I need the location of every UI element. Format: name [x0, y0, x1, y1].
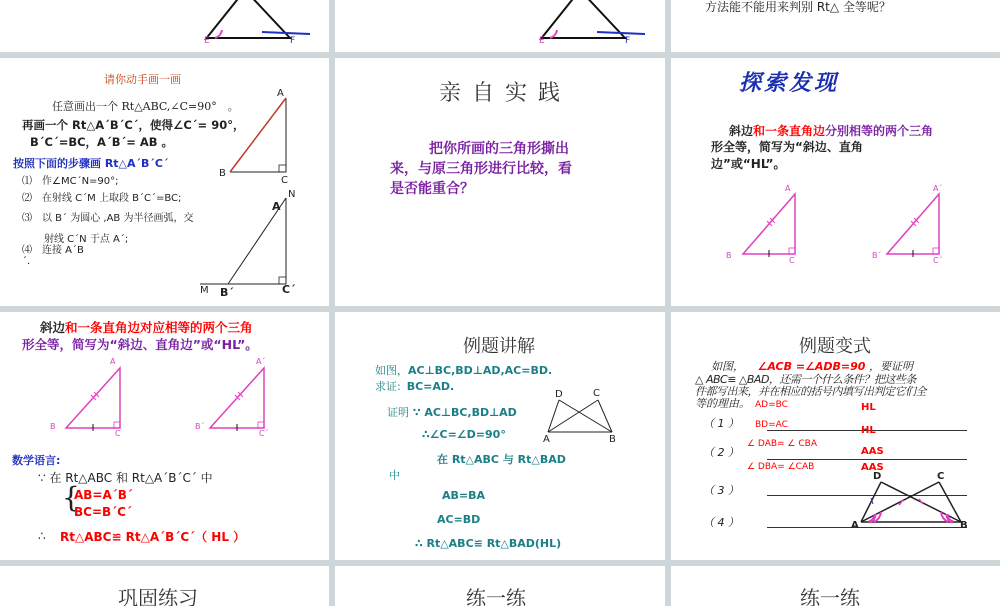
proof-line: AB=BA — [442, 489, 486, 502]
body-line: 是否能重合？ — [390, 181, 474, 197]
slide-1[interactable] — [0, 0, 329, 52]
body-line: 把你所画的三角形撕出 — [429, 141, 569, 157]
slide-8[interactable] — [335, 312, 665, 560]
slide-9[interactable] — [671, 312, 1000, 560]
question-part: 如图， — [711, 360, 744, 373]
label-c: C — [593, 388, 600, 399]
text-part: 斜边 — [729, 124, 754, 138]
proof-line: 在 Rt△ABC 与 Rt△BAD — [437, 453, 566, 466]
text-part: ”。 — [765, 157, 786, 171]
label-c-prime: C´ — [259, 429, 269, 438]
therefore-sign: ∴ — [38, 529, 46, 543]
slide-4[interactable] — [0, 58, 329, 306]
label-f: F — [290, 36, 296, 46]
question-text: 方法能不能用来判别 Rt△ 全等呢？ — [705, 0, 891, 14]
slide-title: 例题变式 — [799, 336, 871, 357]
text-line: 形全等，简写为“斜边、直角 — [711, 140, 863, 154]
reason: HL — [861, 425, 876, 436]
text-part: 斜边 — [40, 320, 66, 335]
step: ⑵ 在射线 C´M 上取段 B´C´=BC; — [22, 193, 182, 204]
answer: ∠ DAB= ∠ CBA — [747, 439, 817, 449]
proof-label: 证明 — [387, 406, 409, 419]
given-text: AC⊥BC,BD⊥AD,AC=BD. — [408, 364, 553, 377]
label-a-prime: A — [272, 200, 281, 213]
step: ⑶ 以 B´ 为圆心 ,AB 为半径画弧，交 — [22, 213, 194, 224]
label-b: B — [960, 520, 968, 531]
prove-text: BC=AD. — [406, 380, 455, 393]
row-number: （ 3 ） — [703, 484, 739, 497]
question-line: 等的理由。 — [695, 397, 750, 410]
label-c: C — [937, 471, 945, 482]
label-e: E — [204, 36, 210, 46]
slide-title: 巩固练习 — [118, 586, 198, 606]
slide-title: 亲 自 实 践 — [439, 81, 562, 106]
text-part: 边”或“ — [711, 157, 751, 171]
answer: AD=BC — [755, 400, 788, 410]
label-b: B — [50, 422, 56, 431]
label-c-prime: C´ — [282, 283, 296, 296]
slide-6[interactable] — [671, 58, 1000, 306]
label-a: A — [785, 184, 791, 193]
text-part: ”。 — [237, 337, 258, 352]
question-line: △ ABC≌ △BAD，还需一个什么条件？把这些条 — [695, 373, 916, 386]
label-b-prime: B´ — [872, 251, 882, 260]
label-d: D — [873, 471, 882, 482]
step: ´. — [22, 256, 31, 267]
answer: ∠ DBA= ∠CAB — [747, 462, 815, 472]
slide-11[interactable] — [335, 566, 665, 606]
text-part: 和一条直角边 — [753, 124, 826, 138]
slide-title: 练一练 — [466, 586, 526, 606]
row-number: （ 4 ） — [703, 516, 739, 529]
reason: HL — [861, 402, 876, 413]
body-line: 来，与原三角形进行比较，看 — [390, 161, 572, 177]
slide-3[interactable] — [671, 0, 1000, 52]
steps-title: 按照下面的步骤画 Rt△A´B´C´ — [13, 157, 169, 170]
reason: AAS — [861, 462, 884, 473]
slide-title: 请你动手画一画 — [104, 73, 181, 86]
equation: BC=B´C´ — [74, 505, 132, 519]
label-b: B — [726, 251, 732, 260]
slide-title: 例题讲解 — [463, 336, 535, 357]
label-b-prime: B´ — [195, 422, 205, 431]
text-part: 和一条直角边 — [65, 320, 141, 335]
label-d: D — [555, 389, 563, 400]
slide-title: 练一练 — [800, 586, 860, 606]
label-b: B — [609, 434, 616, 445]
label-m: M — [200, 285, 209, 296]
triangles-figure — [671, 58, 1000, 306]
label-a: A — [543, 434, 550, 445]
math-language-title: 数学语言: — [12, 454, 61, 467]
slide-title: 探索发现 — [739, 70, 840, 96]
reason: AAS — [861, 446, 884, 457]
proof-line: ∴∠C=∠D=90° — [422, 428, 506, 441]
triangles-figure — [0, 312, 329, 560]
variant-figure — [671, 312, 1000, 560]
brace: { — [62, 481, 80, 514]
proof-text: ∵ AC⊥BC,BD⊥AD — [412, 406, 517, 419]
proof-line: 中 — [389, 469, 400, 482]
triangle-figure — [0, 0, 329, 52]
slide-10[interactable] — [0, 566, 329, 606]
label-a-prime: A´ — [933, 184, 943, 193]
conclusion: Rt△ABC≌ Rt△A´B´C´（ HL ） — [60, 530, 246, 544]
question-line: 件都写出来，并在相应的括号内填写出判定它们全 — [695, 385, 926, 398]
question-part: ，要证明 — [868, 360, 913, 373]
because-line: ∵ 在 Rt△ABC 和 Rt△A´B´C´ 中 — [38, 471, 213, 485]
given-label: 如图， — [375, 364, 408, 377]
text-line: B´C´=BC，A´B´= AB 。 — [30, 135, 174, 149]
text-line: 任意画出一个 Rt△ABC,∠C=90° 。 — [52, 100, 239, 113]
label-c: C — [789, 256, 795, 265]
row-number: （ 1 ） — [703, 417, 739, 430]
label-c-prime: C´ — [933, 256, 943, 265]
label-c: C — [115, 429, 121, 438]
text-part: HL — [750, 157, 766, 171]
slide-7[interactable] — [0, 312, 329, 560]
label-a: A — [110, 357, 116, 366]
label-a-prime: A´ — [256, 357, 266, 366]
slide-12[interactable] — [671, 566, 1000, 606]
triangle-figure — [335, 0, 665, 52]
label-e: E — [539, 36, 545, 46]
answer: BD=AC — [755, 420, 788, 430]
label-b: B — [219, 168, 226, 179]
proof-line: ∴ Rt△ABC≌ Rt△BAD(HL) — [415, 537, 562, 550]
text-line: 再画一个 Rt△A´B´C´，使得∠C´= 90°， — [22, 118, 245, 132]
text-part: 形全等，简写为“斜边、直角边”或“ — [22, 337, 222, 352]
label-c: C — [281, 175, 288, 186]
label-n: N — [288, 189, 296, 200]
step: 射线 C´N 于点 A´; — [44, 234, 129, 245]
label-f: F — [625, 36, 631, 46]
equation: AB=A´B´ — [74, 488, 133, 502]
proof-line: AC=BD — [437, 513, 481, 526]
step: ⑷ 连接 A´B — [22, 245, 84, 256]
slide-5[interactable] — [335, 58, 665, 306]
slide-2[interactable] — [335, 0, 665, 52]
text-part: HL — [221, 337, 238, 352]
label-a: A — [277, 88, 284, 99]
step: ⑴ 作∠MC´N=90°; — [22, 176, 119, 187]
question-equation: ∠ACB =∠ADB=90 — [757, 360, 866, 373]
label-b-prime: B´ — [220, 286, 234, 299]
text-part: 对应相等的两个三角 — [140, 320, 253, 335]
label-a: A — [851, 520, 859, 531]
text-part: 分别相等的两个三角 — [825, 124, 934, 138]
prove-label: 求证: — [375, 380, 401, 393]
row-number: （ 2 ） — [703, 446, 739, 459]
